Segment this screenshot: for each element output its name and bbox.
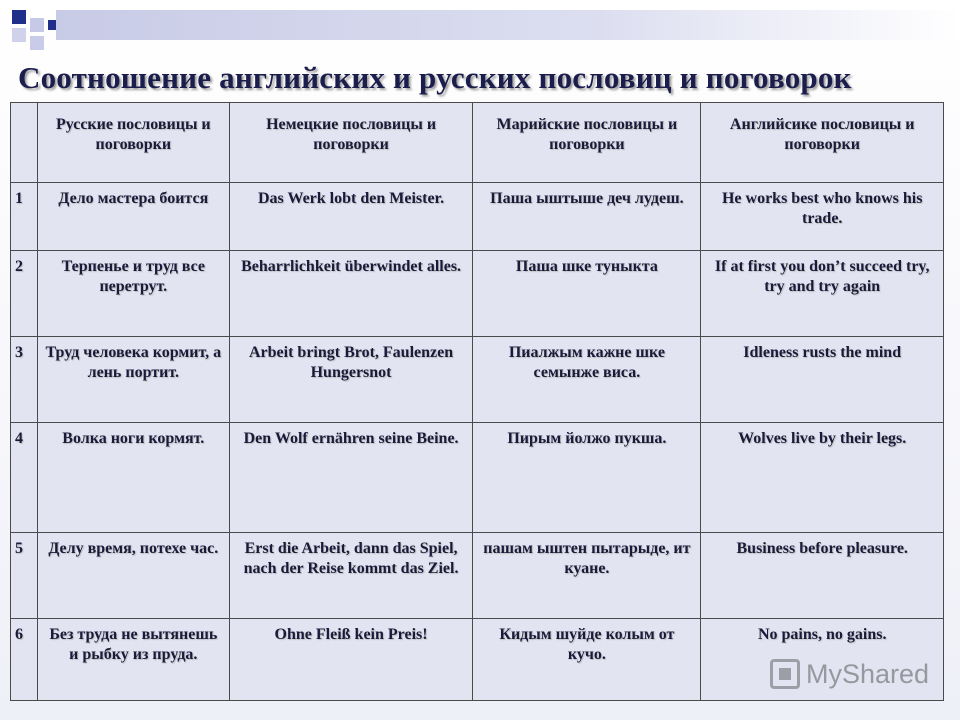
table-row bbox=[11, 251, 944, 337]
cell-english: Idleness rusts the mind bbox=[701, 337, 944, 423]
row-number: 6 bbox=[11, 619, 38, 701]
table-row bbox=[11, 423, 944, 533]
cell-mari: Пирым йолжо пукша. bbox=[473, 423, 701, 533]
table-row bbox=[11, 533, 944, 619]
cell-russian: Терпенье и труд все перетрут. bbox=[37, 251, 229, 337]
cell-english: If at first you don’t succeed try, try and try again bbox=[701, 251, 944, 337]
slide-title: Соотношение английских и русских пословиц и поговорок bbox=[18, 60, 852, 95]
row-number: 5 bbox=[11, 533, 38, 619]
cell-german: Arbeit bringt Brot, Faulenzen Hungersnot bbox=[229, 337, 473, 423]
table-header-row bbox=[11, 103, 944, 183]
row-number: 4 bbox=[11, 423, 38, 533]
header-cell-mari: Марийские пословицы и поговорки bbox=[473, 103, 701, 183]
row-number: 3 bbox=[11, 337, 38, 423]
table-row bbox=[11, 337, 944, 423]
header-cell-english: Английсике пословицы и поговорки bbox=[701, 103, 944, 183]
cell-mari: Пиалжым кажне шке семынже виса. bbox=[473, 337, 701, 423]
cell-russian: Труд человека кормит, а лень портит. bbox=[37, 337, 229, 423]
cell-german: Beharrlichkeit überwindet alles. bbox=[229, 251, 473, 337]
decor-square bbox=[12, 28, 26, 42]
decor-square bbox=[30, 18, 44, 32]
header-bar bbox=[56, 10, 960, 40]
cell-german: Ohne Fleiß kein Preis! bbox=[229, 619, 473, 701]
decor-square bbox=[12, 10, 26, 24]
cell-english: Wolves live by their legs. bbox=[701, 423, 944, 533]
table-row bbox=[11, 183, 944, 251]
watermark bbox=[770, 654, 940, 694]
cell-mari: пашам ыштен пытарыде, ит куане. bbox=[473, 533, 701, 619]
cell-russian: Делу время, потехе час. bbox=[37, 533, 229, 619]
cell-russian: Дело мастера боится bbox=[37, 183, 229, 251]
header-cell-german: Немецкие пословицы и поговорки bbox=[229, 103, 473, 183]
row-number: 2 bbox=[11, 251, 38, 337]
header-cell-num bbox=[11, 103, 38, 183]
row-number: 1 bbox=[11, 183, 38, 251]
cell-english: No pains, no gains. bbox=[701, 619, 944, 701]
cell-russian: Волка ноги кормят. bbox=[37, 423, 229, 533]
cell-mari: Паша шке туныкта bbox=[473, 251, 701, 337]
proverbs-table bbox=[10, 102, 944, 701]
cell-russian: Без труда не вытянешь и рыбку из пруда. bbox=[37, 619, 229, 701]
cell-mari: Кидым шуйде колым от кучо. bbox=[473, 619, 701, 701]
myshared-logo-icon bbox=[770, 659, 800, 689]
header-cell-russian: Русские пословицы и поговорки bbox=[37, 103, 229, 183]
watermark-text: MyShared bbox=[806, 658, 930, 689]
cell-german: Erst die Arbeit, dann das Spiel, nach der Reise kommt das Ziel. bbox=[229, 533, 473, 619]
cell-english: Business before pleasure. bbox=[701, 533, 944, 619]
cell-mari: Паша ыштыше деч лудеш. bbox=[473, 183, 701, 251]
cell-english: He works best who knows his trade. bbox=[701, 183, 944, 251]
cell-german: Den Wolf ernähren seine Beine. bbox=[229, 423, 473, 533]
cell-german: Das Werk lobt den Meister. bbox=[229, 183, 473, 251]
decor-square bbox=[30, 36, 44, 50]
